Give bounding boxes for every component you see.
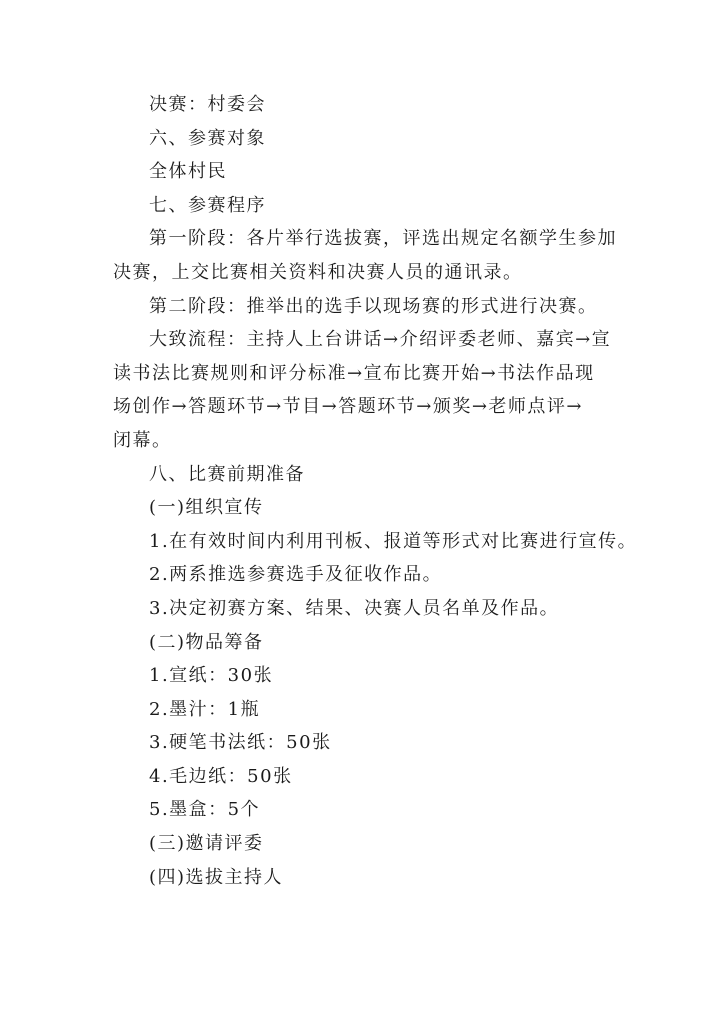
text-line: 全体村民 xyxy=(149,161,227,183)
text-line: 4.毛边纸：50张 xyxy=(149,765,293,787)
text-line: (一)组织宣传 xyxy=(149,497,264,519)
text-line: 5.墨盒：5个 xyxy=(149,799,261,821)
text-line: 八、比赛前期准备 xyxy=(149,463,305,485)
text-line: 3.硬笔书法纸：50张 xyxy=(149,732,332,754)
text-line: 2.两系推选参赛选手及征收作品。 xyxy=(149,564,443,586)
text-line: 六、参赛对象 xyxy=(149,127,266,149)
text-line: 2.墨汁：1瓶 xyxy=(149,698,261,720)
text-line: 1.宣纸：30张 xyxy=(149,665,274,687)
text-line: 决赛，上交比赛相关资料和决赛人员的通讯录。 xyxy=(113,261,523,283)
text-line: (四)选拔主持人 xyxy=(149,866,284,888)
text-line: 3.决定初赛方案、结果、决赛人员名单及作品。 xyxy=(149,597,560,619)
text-line: 场创作→答题环节→节目→答题环节→颁奖→老师点评→ xyxy=(113,396,583,418)
text-line: 第一阶段：各片举行选拔赛，评选出规定名额学生参加 xyxy=(149,228,617,250)
text-line: 读书法比赛规则和评分标准→宣布比赛开始→书法作品现 xyxy=(113,362,595,384)
text-line: 七、参赛程序 xyxy=(149,194,266,216)
text-line: 闭幕。 xyxy=(113,429,172,451)
document-body xyxy=(113,88,638,894)
text-line: (二)物品筹备 xyxy=(149,631,264,653)
text-line: (三)邀请评委 xyxy=(149,833,264,855)
text-line: 大致流程：主持人上台讲话→介绍评委老师、嘉宾→宣 xyxy=(149,329,612,351)
text-line: 决赛：村委会 xyxy=(149,94,266,115)
text-line: 1.在有效时间内利用刊板、报道等形式对比赛进行宣传。 xyxy=(149,530,638,552)
text-line: 第二阶段：推举出的选手以现场赛的形式进行决赛。 xyxy=(149,295,598,317)
